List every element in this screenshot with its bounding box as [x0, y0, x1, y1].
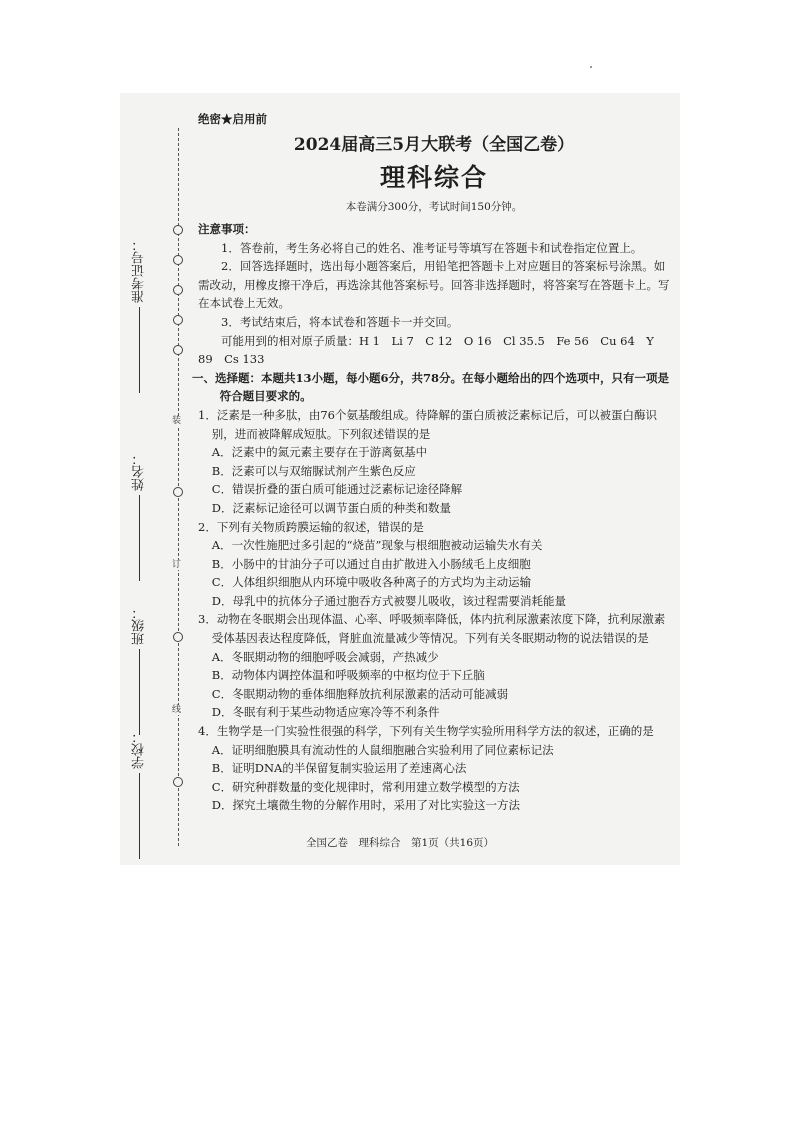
score-info: 本卷满分300分，考试时间150分钟。 [345, 201, 523, 213]
option-c: C．人体组织细胞从内环境中吸收各种离子的方式均为主动运输 [211, 575, 532, 590]
binding-hole [173, 777, 183, 787]
exam-number-blank [139, 307, 140, 393]
binding-char-ding: 订 [172, 560, 182, 570]
name-blank [139, 495, 140, 581]
question-1 [198, 406, 670, 518]
question-4 [198, 722, 670, 815]
binding-char-zhuang: 装 [172, 416, 182, 426]
name-label: 姓名： [132, 452, 147, 491]
binding-char-xian: 线 [172, 705, 182, 715]
option-b: B．证明DNA的半保留复制实验运用了差速离心法 [211, 761, 467, 776]
option-b: B．动物体内调控体温和呼吸频率的中枢均位于下丘脑 [211, 668, 485, 683]
atomic-mass-line: 可能用到的相对原子质量：H 1 Li 7 C 12 O 16 Cl 35.5 Fe 56 Cu 64 Y 89 Cs 133 [198, 333, 654, 367]
option-a: A．冬眠期动物的细胞呼吸会减弱，产热减少 [211, 649, 439, 664]
option-d: D．母乳中的抗体分子通过胞吞方式被婴儿吸收，该过程需要消耗能量 [211, 593, 567, 608]
binding-hole [173, 315, 183, 325]
option-c: C．研究种群数量的变化规律时，常利用建立数学模型的方法 [211, 779, 520, 794]
option-a: A．一次性施肥过多引起的“烧苗”现象与根细胞被动运输失水有关 [211, 538, 543, 553]
notice-item: 3．考试结束后，将本试卷和答题卡一并交回。 [221, 314, 459, 329]
option-d: D．冬眠有利于某些动物适应寒冷等不利条件 [211, 705, 440, 720]
question-stem: 1．泛素是一种多肽，由76个氨基酸组成。待降解的蛋白质被泛素标记后，可以被蛋白酶识别，进而被降解成短肽。下列叙述错误的是 [198, 407, 657, 441]
school-label: 学校： [132, 730, 147, 769]
notice-heading: 注意事项： [198, 222, 256, 236]
option-b: B．小肠中的甘油分子可以通过自由扩散进入小肠绒毛上皮细胞 [211, 556, 531, 571]
question-stem: 2．下列有关物质跨膜运输的叙述，错误的是 [198, 519, 424, 534]
section-heading: 一、选择题：本题共13小题，每小题6分，共78分。在每小题给出的四个选项中，只有一项是符合题目要求的。 [192, 370, 670, 404]
class-blank [139, 649, 140, 735]
option-a: A．泛素中的氮元素主要存在于游离氨基中 [211, 445, 428, 460]
option-d: D．探究土壤微生物的分解作用时，采用了对比实验这一方法 [211, 798, 521, 813]
exam-title: 2024届高三5月大联考（全国乙卷） [293, 135, 575, 155]
scan-speck [590, 66, 592, 68]
notice-item: 1．答卷前，考生务必将自己的姓名、准考证号等填写在答题卡和试卷指定位置上。 [221, 240, 643, 255]
question-stem: 3．动物在冬眠期会出现体温、心率、呼吸频率降低，体内抗利尿激素浓度下降，抗利尿激素受体基因表达程度降低，肾脏血流量减少等情况。下列有关冬眠期动物的说法错误的是 [198, 612, 666, 646]
exam-number-field [130, 238, 149, 393]
option-c: C．错误折叠的蛋白质可能通过泛素标记途径降解 [211, 482, 463, 497]
secret-label: 绝密★启用前 [198, 112, 267, 126]
question-2 [198, 518, 670, 611]
class-field [130, 606, 149, 735]
option-c: C．冬眠期动物的垂体细胞释放抗利尿激素的活动可能减弱 [211, 686, 509, 701]
binding-hole [173, 255, 183, 265]
name-field [130, 452, 149, 581]
exam-content [192, 110, 670, 815]
class-label: 班级： [132, 606, 147, 645]
notice-item: 2．回答选择题时，选出每小题答案后，用铅笔把答题卡上对应题目的答案标号涂黑。如需改动，用橡皮擦干净后，再选涂其他答案标号。回答非选择题时，将答案写在答题卡上。写在本试卷上无效。 [198, 259, 670, 311]
binding-hole [173, 345, 183, 355]
binding-hole [173, 285, 183, 295]
exam-number-label: 准考证号： [132, 238, 147, 303]
binding-hole [173, 225, 183, 235]
question-stem: 4．生物学是一门实验性很强的科学，下列有关生物学实验所用科学方法的叙述，正确的是 [198, 724, 654, 739]
option-b: B．泛素可以与双缩脲试剂产生紫色反应 [211, 463, 416, 478]
binding-hole [173, 632, 183, 642]
option-a: A．证明细胞膜具有流动性的人鼠细胞融合实验利用了同位素标记法 [211, 742, 554, 757]
question-3 [198, 610, 670, 722]
option-d: D．泛素标记途径可以调节蛋白质的种类和数量 [211, 500, 452, 515]
binding-hole [173, 487, 183, 497]
page-footer: 全国乙卷 理科综合 第1页（共16页） [305, 837, 495, 849]
subject-title: 理科综合 [379, 163, 488, 192]
